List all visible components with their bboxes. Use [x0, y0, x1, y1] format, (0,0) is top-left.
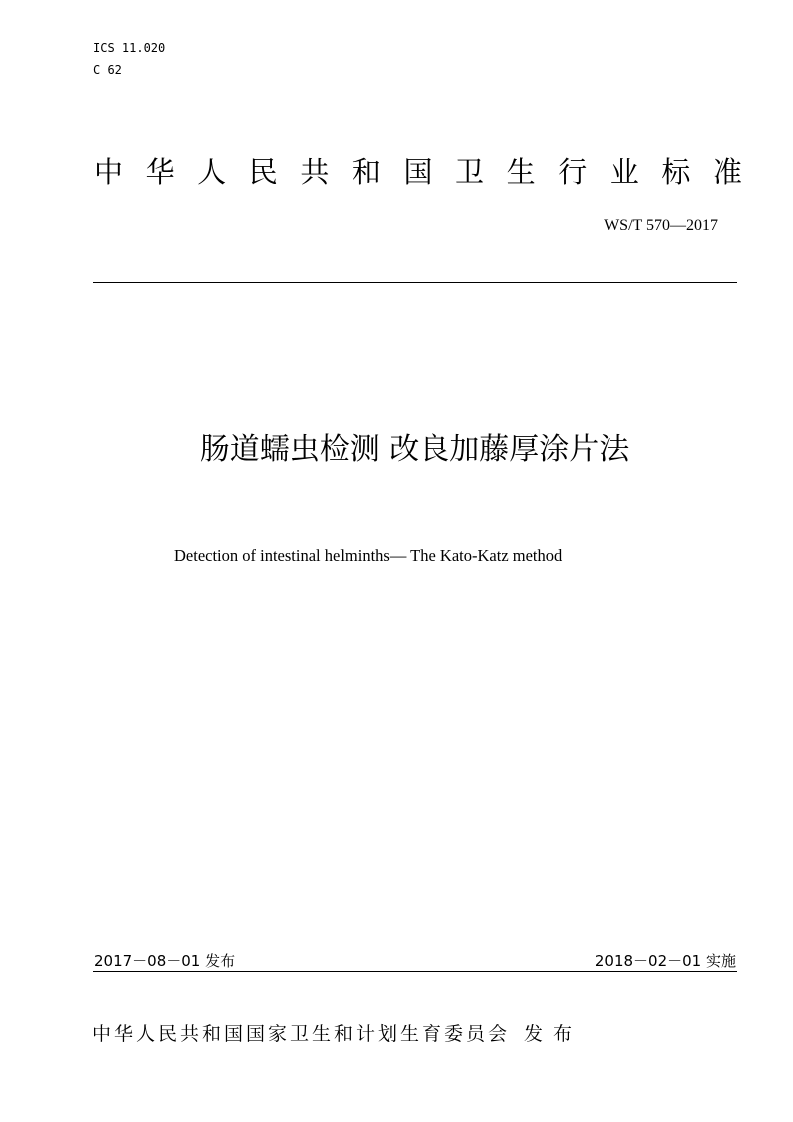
standard-category-char: 华 — [145, 155, 175, 189]
standard-category-char: 标 — [661, 155, 691, 189]
standard-category-char: 行 — [558, 155, 588, 189]
standard-number: WS/T 570—2017 — [604, 217, 718, 234]
standard-category-char: 中 — [94, 155, 124, 189]
top-divider — [93, 282, 737, 283]
standard-category-char: 人 — [197, 155, 227, 189]
standard-category-char: 共 — [300, 155, 330, 189]
standard-category-char: 和 — [351, 155, 381, 189]
publisher — [92, 1021, 582, 1047]
implementation-date: 2018－02－01 实施 — [594, 952, 736, 970]
document-title-english: Detection of intestinal helminths— The Kato-Katz method — [174, 546, 563, 565]
standard-category-char: 民 — [248, 155, 278, 189]
document-title-chinese: 肠道蠕虫检测 改良加藤厚涂片法 — [199, 432, 630, 467]
standard-category-char: 卫 — [455, 155, 485, 189]
standard-category-char: 准 — [712, 155, 742, 189]
publisher-name: 中华人民共和国国家卫生和计划生育委员会 — [92, 1023, 511, 1045]
ics-code: ICS 11.020 — [93, 41, 166, 55]
issue-date: 2017－08－01 发布 — [94, 952, 236, 970]
standard-category — [94, 152, 742, 192]
standard-category-char: 国 — [403, 155, 433, 189]
bottom-divider — [93, 971, 737, 972]
standard-category-char: 业 — [609, 155, 639, 189]
ccs-code: C 62 — [93, 63, 122, 77]
publisher-suffix: 发布 — [524, 1023, 583, 1045]
standard-category-char: 生 — [506, 155, 536, 189]
